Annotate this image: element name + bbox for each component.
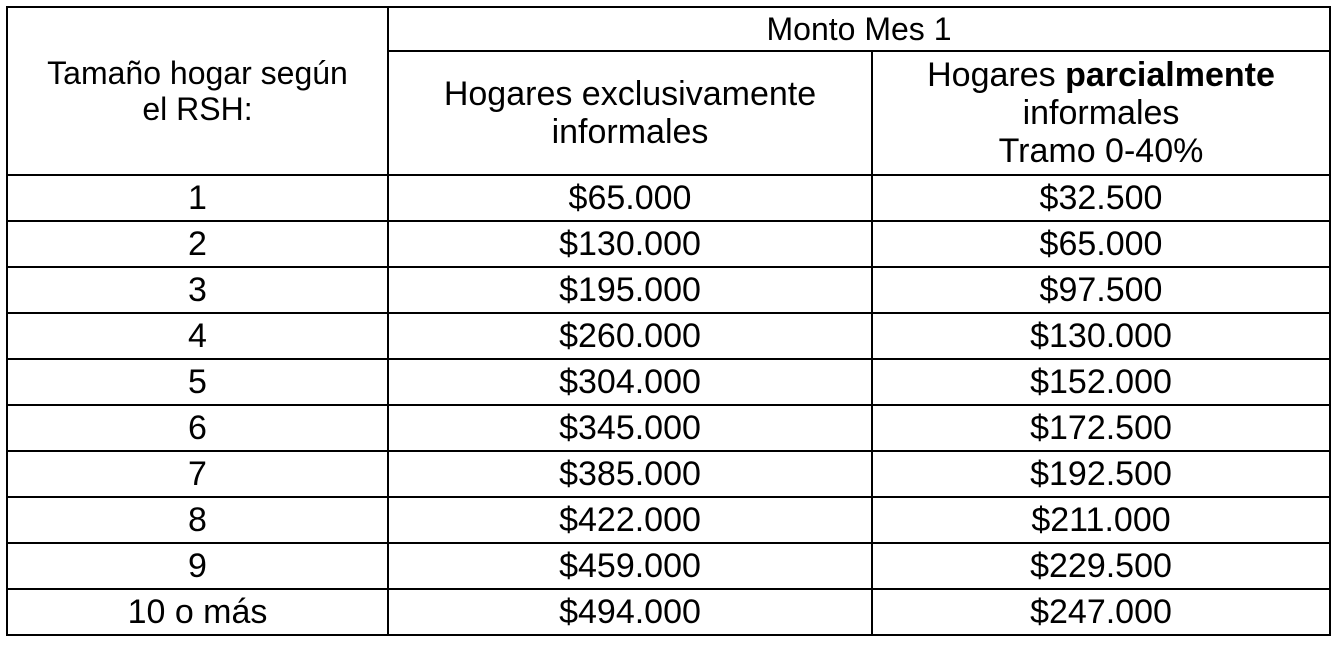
household-size-header <box>7 7 388 175</box>
table-row <box>7 451 1330 497</box>
partial-informal-header <box>872 51 1330 175</box>
partial-informal-header-line2: informales <box>1022 94 1180 132</box>
benefit-table-container <box>6 6 1331 636</box>
exclusive-amount-cell: $422.000 <box>388 497 872 543</box>
partial-informal-header-line1 <box>873 56 1329 94</box>
table-row <box>7 405 1330 451</box>
exclusive-amount-cell: $195.000 <box>388 267 872 313</box>
partial-header-prefix: Hogares <box>927 56 1066 94</box>
exclusive-amount-cell: $304.000 <box>388 359 872 405</box>
household-size-cell: 4 <box>7 313 388 359</box>
table-row <box>7 221 1330 267</box>
household-size-cell: 6 <box>7 405 388 451</box>
partial-amount-cell: $32.500 <box>872 175 1330 221</box>
household-size-cell: 3 <box>7 267 388 313</box>
exclusive-informal-header <box>388 51 872 175</box>
exclusive-amount-cell: $345.000 <box>388 405 872 451</box>
amount-month-header: Monto Mes 1 <box>388 7 1330 51</box>
household-size-cell: 10 o más <box>7 589 388 635</box>
exclusive-amount-cell: $65.000 <box>388 175 872 221</box>
exclusive-informal-header-line2: informales <box>551 113 709 151</box>
table-row <box>7 175 1330 221</box>
partial-amount-cell: $130.000 <box>872 313 1330 359</box>
household-size-cell: 1 <box>7 175 388 221</box>
partial-amount-cell: $172.500 <box>872 405 1330 451</box>
household-size-cell: 9 <box>7 543 388 589</box>
table-row <box>7 543 1330 589</box>
partial-header-bold: parcialmente <box>1065 56 1275 94</box>
household-size-header-line1: Tamaño hogar según <box>47 55 348 91</box>
exclusive-amount-cell: $494.000 <box>388 589 872 635</box>
table-row <box>7 497 1330 543</box>
partial-amount-cell: $192.500 <box>872 451 1330 497</box>
exclusive-amount-cell: $385.000 <box>388 451 872 497</box>
table-row <box>7 589 1330 635</box>
partial-amount-cell: $211.000 <box>872 497 1330 543</box>
partial-amount-cell: $97.500 <box>872 267 1330 313</box>
partial-amount-cell: $65.000 <box>872 221 1330 267</box>
household-size-cell: 5 <box>7 359 388 405</box>
household-size-header-line2: el RSH: <box>142 91 253 127</box>
table-row <box>7 267 1330 313</box>
header-row-top <box>7 7 1330 51</box>
partial-amount-cell: $247.000 <box>872 589 1330 635</box>
benefit-amount-table <box>6 6 1331 636</box>
table-row <box>7 313 1330 359</box>
table-body <box>7 175 1330 635</box>
partial-amount-cell: $152.000 <box>872 359 1330 405</box>
exclusive-informal-header-line1: Hogares exclusivamente <box>443 75 817 113</box>
exclusive-amount-cell: $459.000 <box>388 543 872 589</box>
partial-amount-cell: $229.500 <box>872 543 1330 589</box>
partial-informal-header-line3: Tramo 0-40% <box>998 132 1204 170</box>
table-row <box>7 359 1330 405</box>
exclusive-amount-cell: $130.000 <box>388 221 872 267</box>
exclusive-amount-cell: $260.000 <box>388 313 872 359</box>
household-size-cell: 7 <box>7 451 388 497</box>
household-size-cell: 8 <box>7 497 388 543</box>
household-size-cell: 2 <box>7 221 388 267</box>
